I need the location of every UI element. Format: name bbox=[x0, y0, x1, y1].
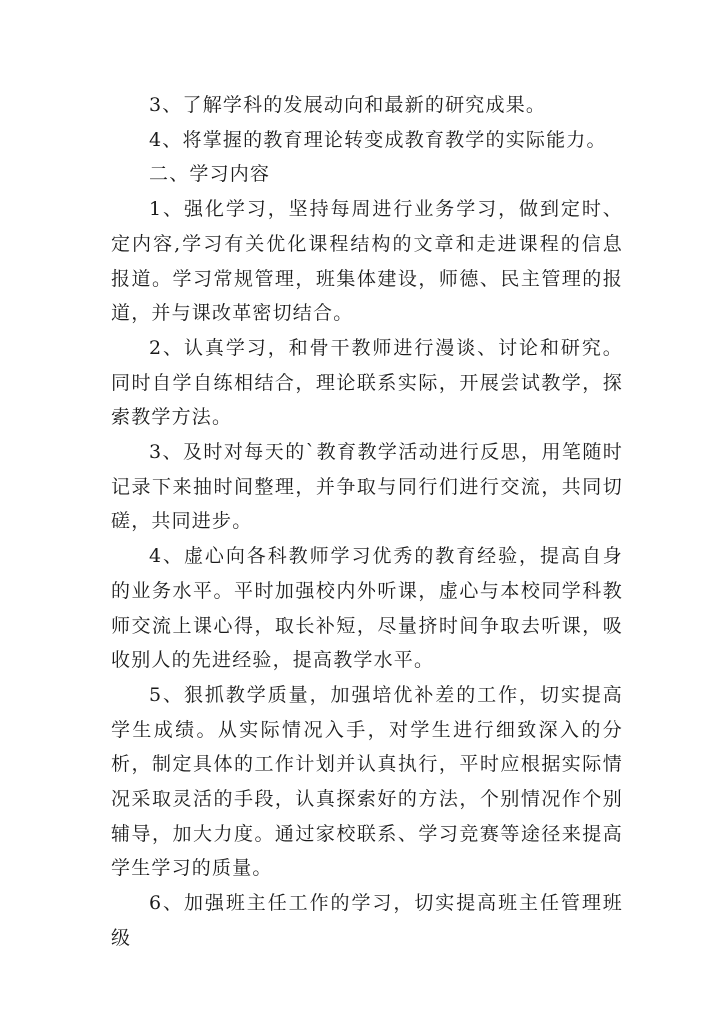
paragraph-item-2: 2、认真学习，和骨干教师进行漫谈、讨论和研究。同时自学自练相结合，理论联系实际，开展尝试教学，探索教学方法。 bbox=[111, 336, 623, 429]
document-body bbox=[111, 88, 623, 956]
section-heading-study-content: 二、学习内容 bbox=[149, 163, 271, 186]
paragraph-item-5: 5、狠抓教学质量，加强培优补差的工作，切实提高学生成绩。从实际情况入手，对学生进行细致深入的分析，制定具体的工作计划并认真执行，平时应根据实际情况采取灵活的手段，认真探索好的方法，个别情况作个别辅导，加大力度。通过家校联系、学习竞赛等途径来提高学生学习的质量。 bbox=[111, 683, 623, 880]
paragraph-goal-3: 3、了解学科的发展动向和最新的研究成果。 bbox=[149, 94, 547, 116]
paragraph-item-3: 3、及时对每天的`教育教学活动进行反思，用笔随时记录下来抽时间整理，并争取与同行们进行交流，共同切磋，共同进步。 bbox=[111, 441, 623, 533]
paragraph-item-6: 6、加强班主任工作的学习，切实提高班主任管理班级 bbox=[111, 892, 623, 949]
paragraph-item-4: 4、虚心向各科教师学习优秀的教育经验，提高自身的业务水平。平时加强校内外听课，虚心与本校同学科教师交流上课心得，取长补短，尽量挤时间争取去听课，吸收别人的先进经验，提高教学水平。 bbox=[111, 545, 623, 672]
paragraph-goal-4: 4、将掌握的教育理论转变成教育教学的实际能力。 bbox=[149, 128, 607, 151]
paragraph-item-1: 1、强化学习，坚持每周进行业务学习，做到定时、定内容,学习有关优化课程结构的文章和走进课程的信息报道。学习常规管理，班集体建设，师德、民主管理的报道，并与课改革密切结合。 bbox=[111, 198, 623, 325]
